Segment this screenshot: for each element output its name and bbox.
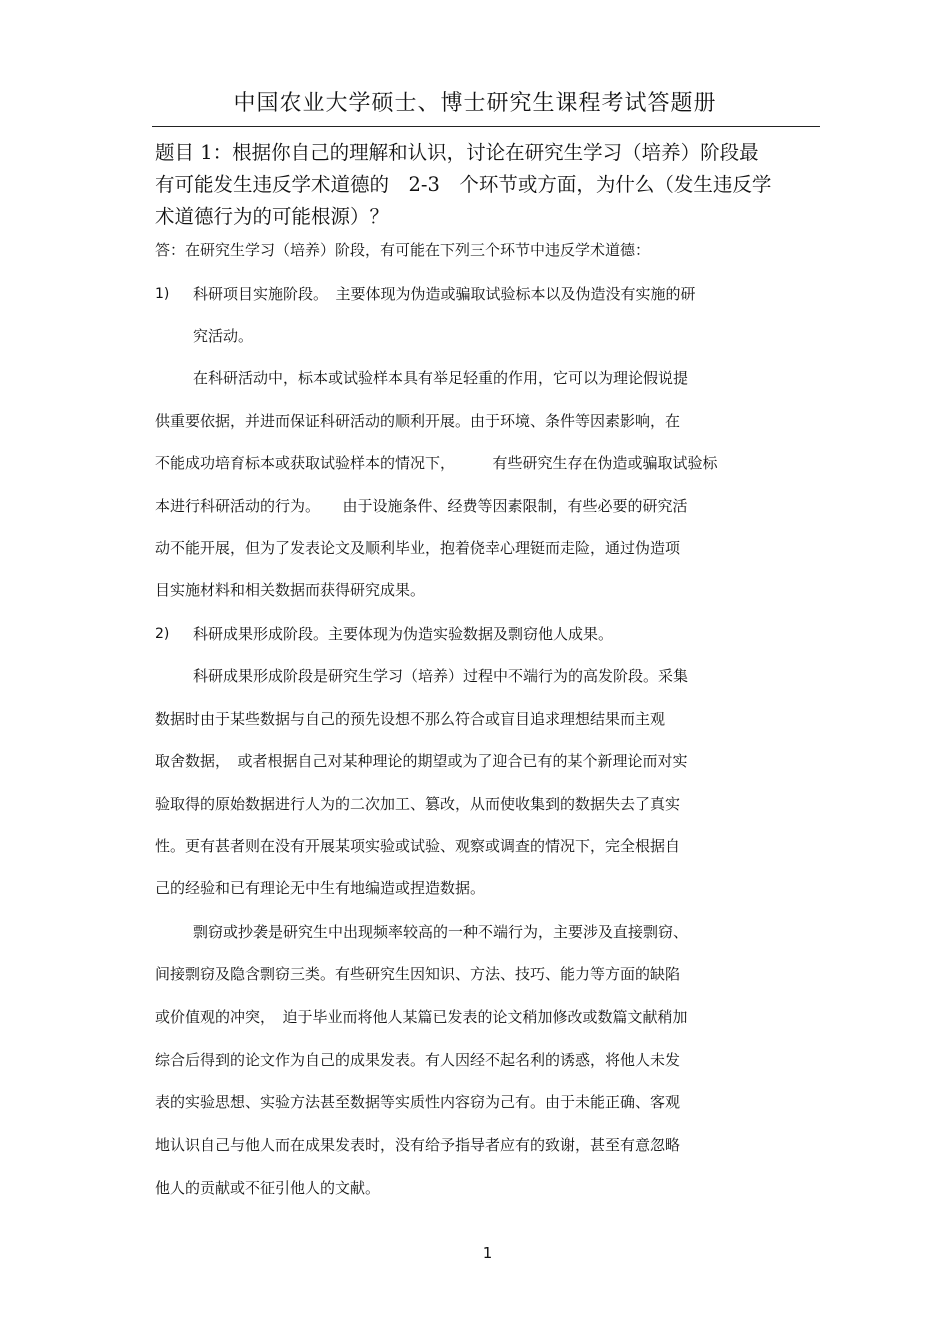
paragraph-2-line: 数据时由于某些数据与自己的预先设想不那么符合或盲目追求理想结果而主观 [155,710,666,728]
item-2-line: 科研成果形成阶段。主要体现为伪造实验数据及剽窃他人成果。 [193,625,614,643]
page-title: 中国农业大学硕士、博士研究生课程考试答题册 [233,91,717,116]
paragraph-3-line: 他人的贡献或不征引他人的文献。 [155,1179,381,1197]
paragraph-1-line: 目实施材料和相关数据而获得研究成果。 [155,581,426,599]
paragraph-1-line: 本进行科研活动的行为。 由于设施条件、经费等因素限制，有些必要的研究活 [155,497,688,515]
question-line: 题目 1：根据你自己的理解和认识，讨论在研究生学习（培养）阶段最 [155,141,759,164]
paragraph-1-line: 不能成功培育标本或获取试验样本的情况下， 有些研究生存在伪造或骗取试验标 [155,454,718,472]
paragraph-1-line: 动不能开展，但为了发表论文及顺利毕业，抱着侥幸心理铤而走险，通过伪造项 [155,539,681,557]
item-1-line: 究活动。 [193,327,254,345]
paragraph-3-line: 间接剽窃及隐含剽窃三类。有些研究生因知识、方法、技巧、能力等方面的缺陷 [155,965,681,983]
paragraph-3-line: 剽窃或抄袭是研究生中出现频率较高的一种不端行为，主要涉及直接剽窃、 [193,923,689,941]
paragraph-2-line: 性。更有甚者则在没有开展某项实验或试验、观察或调查的情况下，完全根据自 [155,837,681,855]
paragraph-3-line: 或价值观的冲突， 迫于毕业而将他人某篇已发表的论文稍加修改或数篇文献稍加 [155,1008,688,1026]
question-line: 有可能发生违反学术道德的 2-3 个环节或方面，为什么（发生违反学 [155,173,772,196]
item-1-number: 1) [155,286,170,302]
paragraph-2-line: 验取得的原始数据进行人为的二次加工、篡改，从而使收集到的数据失去了真实 [155,795,681,813]
paragraph-2-line: 取舍数据， 或者根据自己对某种理论的期望或为了迎合已有的某个新理论而对实 [155,752,688,770]
paragraph-3-line: 地认识自己与他人而在成果发表时，没有给予指导者应有的致谢，甚至有意忽略 [155,1136,681,1154]
paragraph-1-line: 供重要依据，并进而保证科研活动的顺利开展。由于环境、条件等因素影响，在 [155,412,681,430]
paragraph-3-line: 综合后得到的论文作为自己的成果发表。有人因经不起名利的诱惑，将他人未发 [155,1051,681,1069]
paragraph-1-line: 在科研活动中，标本或试验样本具有举足轻重的作用，它可以为理论假说提 [193,369,689,387]
answer-intro: 答：在研究生学习（培养）阶段，有可能在下列三个环节中违反学术道德： [155,241,651,259]
paragraph-2-line: 己的经验和已有理论无中生有地编造或捏造数据。 [155,879,486,897]
question-block [155,137,820,233]
item-2-number: 2) [155,626,170,642]
page-number: 1 [482,1244,493,1262]
paragraph-3-line: 表的实验思想、实验方法甚至数据等实质性内容窃为己有。由于未能正确、客观 [155,1093,681,1111]
title-rule [152,126,820,127]
item-1-line: 科研项目实施阶段。 主要体现为伪造或骗取试验标本以及伪造没有实施的研 [193,285,696,303]
paragraph-2-line: 科研成果形成阶段是研究生学习（培养）过程中不端行为的高发阶段。采集 [193,667,689,685]
question-line: 术道德行为的可能根源）？ [155,205,390,228]
